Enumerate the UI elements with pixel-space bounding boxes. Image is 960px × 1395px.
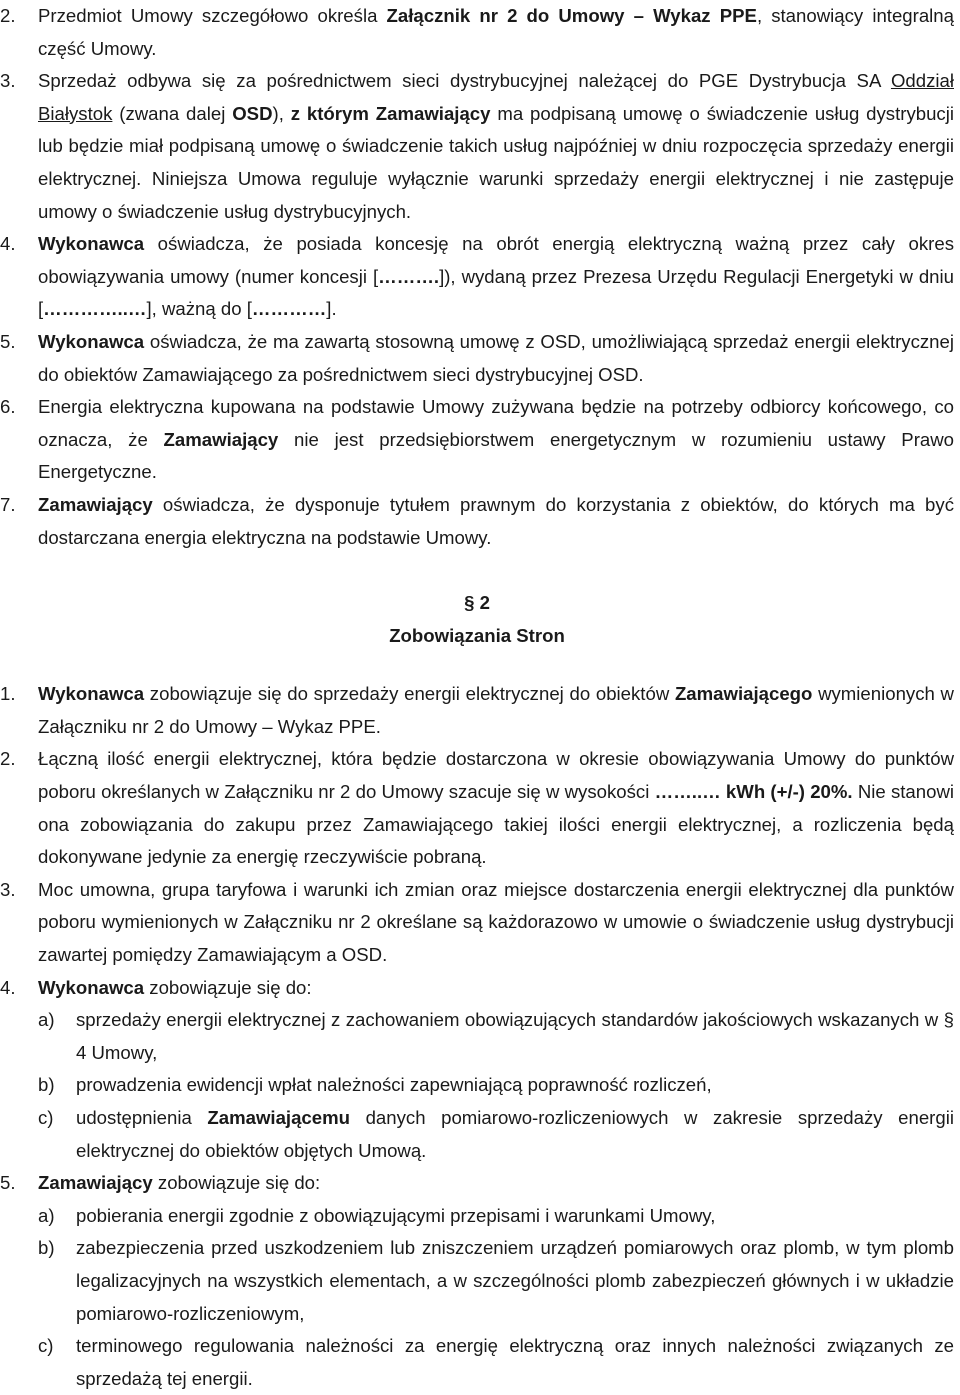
- clause-2-5: [0, 1167, 954, 1200]
- item-text: Wykonawca oświadcza, że ma zawartą stosowną umowę z OSD, umożliwiającą sprzedaż energii elektrycznej do obiektów Zamawiającego za pośrednictwem sieci dystrybucyjnej OSD.: [38, 330, 954, 385]
- clause-1-5: [0, 326, 954, 391]
- clause-1-7: [0, 489, 954, 554]
- item-text: Wykonawca zobowiązuje się do sprzedaży energii elektrycznej do obiektów Zamawiającego wymienionych w Załączniku nr 2 do Umowy – Wykaz PPE.: [38, 683, 954, 737]
- clause-2-2: [0, 743, 954, 873]
- item-number: 5.: [0, 330, 16, 352]
- item-number: 3.: [0, 70, 16, 92]
- item-number: 2.: [0, 5, 16, 26]
- subclause-2-5-b: [0, 1232, 954, 1330]
- subclause-2-4-c: [0, 1102, 954, 1167]
- sub-text: sprzedaży energii elektrycznej z zachowaniem obowiązujących standardów jakościowych wskazanych w § 4 Umowy,: [76, 1009, 954, 1063]
- clause-2-3: [0, 874, 954, 972]
- item-number: 2.: [0, 748, 16, 770]
- item-text: Zamawiający oświadcza, że dysponuje tytułem prawnym do korzystania z obiektów, do których ma być dostarczana energia elektryczna na podstawie Umowy.: [38, 493, 954, 548]
- item-text: Przedmiot Umowy szczegółowo określa Załącznik nr 2 do Umowy – Wykaz PPE, stanowiący integralną część Umowy.: [38, 5, 954, 59]
- clause-2-1: [0, 678, 954, 743]
- item-text: Wykonawca oświadcza, że posiada koncesję na obrót energią elektryczną ważną przez cały okres obowiązywania umowy (numer koncesji [……….]), wydaną przez Prezesa Urzędu Regulacji Energetyki w dniu […………..…], ważną do […………].: [38, 233, 954, 320]
- sub-letter: b): [38, 1237, 55, 1259]
- item-number: 4.: [0, 976, 16, 998]
- item-text: Moc umowna, grupa taryfowa i warunki ich zmian oraz miejsce dostarczenia energii elektrycznej dla punktów poboru wymienionych w Załączniku nr 2 określane są każdorazowo w umowie o świadczenie usług dystrybucji zawartej pomiędzy Zamawiającym a OSD.: [38, 878, 954, 966]
- clause-1-6: [0, 391, 954, 489]
- item-number: 1.: [0, 683, 16, 705]
- item-text: Energia elektryczna kupowana na podstawie Umowy zużywana będzie na potrzeby odbiorcy końcowego, co oznacza, że Zamawiający nie jest przedsiębiorstwem energetycznym w rozumieniu ustawy Prawo Energetyczne.: [38, 396, 954, 483]
- clause-1-2: [0, 0, 954, 65]
- section-title: Zobowiązania Stron: [389, 624, 565, 646]
- sub-text: prowadzenia ewidencji wpłat należności zapewniającą poprawność rozliczeń,: [76, 1074, 712, 1096]
- subclause-2-4-b: [0, 1069, 954, 1102]
- sub-letter: c): [38, 1335, 54, 1357]
- item-number: 4.: [0, 233, 16, 255]
- sub-text: pobierania energii zgodnie z obowiązującymi przepisami i warunkami Umowy,: [76, 1204, 716, 1226]
- sub-letter: c): [38, 1107, 54, 1128]
- item-number: 6.: [0, 396, 16, 418]
- subclause-2-5-c: [0, 1330, 954, 1395]
- sub-letter: b): [38, 1074, 55, 1096]
- item-text: Łączną ilość energii elektrycznej, która będzie dostarczona w okresie obowiązywania Umowy do punktów poboru określanych w Załączniku nr 2 do Umowy szacuje się w wysokości ……..… kWh (+/-) 20%. Nie stanowi ona zobowiązania do zakupu przez Zamawiającego takiej ilości energii elektrycznej, a rozliczenia będą dokonywane jedynie za energię rzeczywiście pobraną.: [38, 748, 954, 868]
- item-number: 3.: [0, 878, 16, 900]
- sub-letter: a): [38, 1009, 55, 1031]
- clause-2-4: [0, 972, 954, 1005]
- item-number: 5.: [0, 1172, 16, 1194]
- subclause-2-5-a: [0, 1200, 954, 1233]
- item-text: Wykonawca zobowiązuje się do:: [38, 976, 312, 998]
- item-text: Zamawiający zobowiązuje się do:: [38, 1172, 321, 1194]
- subclause-2-4-a: [0, 1004, 954, 1069]
- sub-text: zabezpieczenia przed uszkodzeniem lub zniszczeniem urządzeń pomiarowych oraz plomb, w tym plomb legalizacyjnych na wszystkich elementach, a w szczególności plomb zabezpieczeń głównych i w układzie pomiarowo-rozliczeniowym,: [76, 1237, 954, 1324]
- section-symbol: § 2: [464, 592, 490, 614]
- clause-1-3: [0, 65, 954, 228]
- sub-text: udostępnienia Zamawiającemu danych pomiarowo-rozliczeniowych w zakresie sprzedaży energii elektrycznej do obiektów objętych Umową.: [76, 1107, 954, 1161]
- sub-text: terminowego regulowania należności za energię elektryczną oraz innych należności związanych ze sprzedażą tej energii.: [76, 1335, 954, 1389]
- sub-letter: a): [38, 1204, 55, 1226]
- item-number: 7.: [0, 493, 16, 515]
- item-text: Sprzedaż odbywa się za pośrednictwem sieci dystrybucyjnej należącej do PGE Dystrybucja SA Oddział Białystok (zwana dalej OSD), z którym Zamawiający ma podpisaną umowę o świadczenie usług dystrybucji lub będzie miał podpisaną umowę o świadczenie takich usług najpóźniej w dniu rozpoczęcia sprzedaży energii elektrycznej. Niniejsza Umowa reguluje wyłącznie warunki sprzedaży energii elektrycznej i nie zastępuje umowy o świadczenie usług dystrybucyjnych.: [38, 70, 954, 222]
- clause-1-4: [0, 228, 954, 326]
